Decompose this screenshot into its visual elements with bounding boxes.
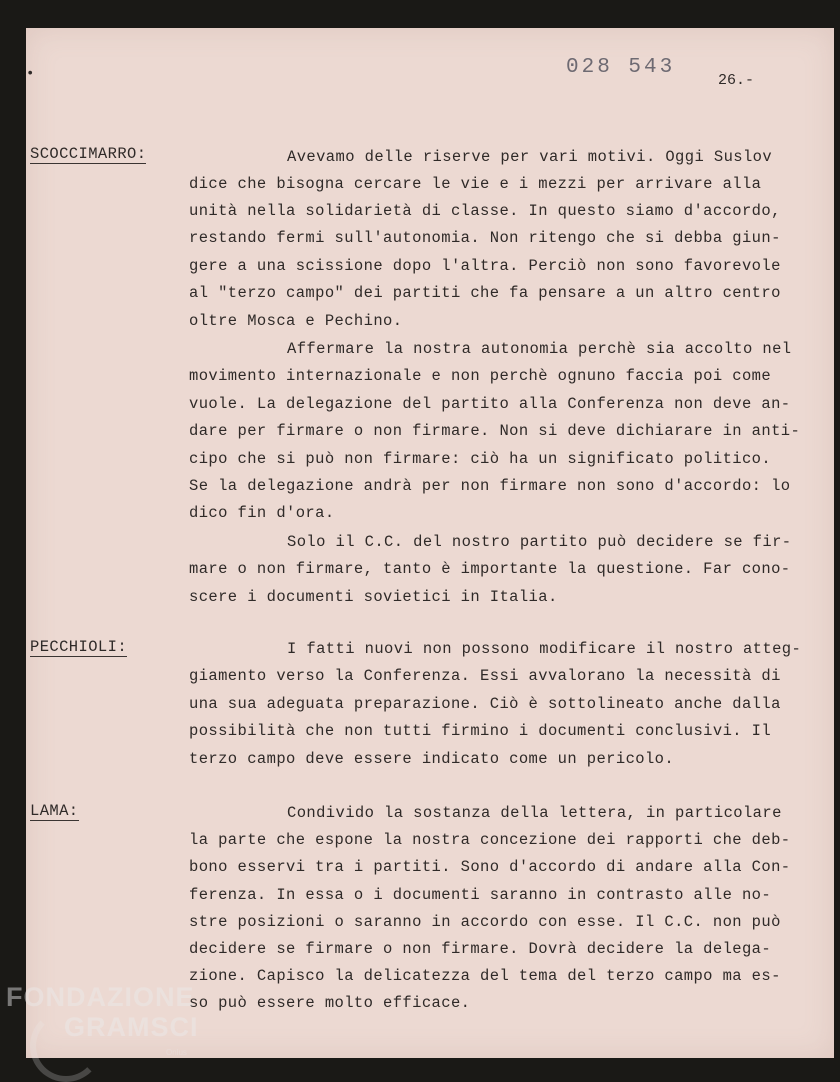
text-line: mare o non firmare, tanto è importante la questione. Far cono- (189, 560, 791, 578)
text-line: dico fin d'ora. (189, 504, 335, 522)
margin-dot: • (26, 66, 35, 82)
text-line: ferenza. In essa o i documenti saranno in contrasto alle no- (189, 886, 772, 904)
watermark-line1: FONDAZIONE (6, 982, 195, 1012)
text-line: bono esservi tra i partiti. Sono d'accordo di andare alla Con- (189, 858, 791, 876)
text-line: Affermare la nostra autonomia perchè sia accolto nel (287, 340, 792, 358)
text-line: so può essere molto efficace. (189, 994, 471, 1012)
text-line: stre posizioni o saranno in accordo con esse. Il C.C. non può (189, 913, 781, 931)
text-line: decidere se firmare o non firmare. Dovrà decidere la delega- (189, 940, 772, 958)
speaker-label-scoccimarro: SCOCCIMARRO: (30, 145, 147, 163)
text-line: dice che bisogna cercare le vie e i mezzi per arrivare alla (189, 175, 762, 193)
text-line: gere a una scissione dopo l'altra. Perciò non sono favorevole (189, 257, 781, 275)
text-line: restando fermi sull'autonomia. Non ritengo che si debba giun- (189, 229, 781, 247)
text-line: Condivido la sostanza della lettera, in particolare (287, 804, 782, 822)
text-line: una sua adeguata preparazione. Ciò è sottolineato anche dalla (189, 695, 781, 713)
text-line: unità nella solidarietà di classe. In questo siamo d'accordo, (189, 202, 781, 220)
text-line: al "terzo campo" dei partiti che fa pensare a un altro centro (189, 284, 781, 302)
watermark (6, 982, 199, 1042)
text-line: Se la delegazione andrà per non firmare non sono d'accordo: lo (189, 477, 791, 495)
speaker-label-pecchioli: PECCHIOLI: (30, 638, 128, 656)
text-line: giamento verso la Conferenza. Essi avvalorano la necessità di (189, 667, 781, 685)
text-line: zione. Capisco la delicatezza del tema del terzo campo ma es- (189, 967, 781, 985)
page-number: 26.- (718, 72, 755, 89)
text-line: movimento internazionale e non perchè ognuno faccia poi come (189, 367, 772, 385)
watermark-line2: GRAMSCI (64, 1012, 199, 1042)
watermark-sub: Onlus (166, 1048, 187, 1057)
text-line: Solo il C.C. del nostro partito può decidere se fir- (287, 533, 792, 551)
text-line: I fatti nuovi non possono modificare il nostro atteg- (287, 640, 802, 658)
text-line: Avevamo delle riserve per vari motivi. Oggi Suslov (287, 148, 773, 166)
text-line: dare per firmare o non firmare. Non si deve dichiarare in anti- (189, 422, 801, 440)
text-line: cipo che si può non firmare: ciò ha un significato politico. (189, 450, 772, 468)
text-line: oltre Mosca e Pechino. (189, 312, 403, 330)
archive-serial-number: 028 543 (566, 56, 676, 79)
text-line: la parte che espone la nostra concezione dei rapporti che deb- (189, 831, 791, 849)
text-line: possibilità che non tutti firmino i documenti conclusivi. Il (189, 722, 772, 740)
speaker-label-lama: LAMA: (30, 802, 79, 820)
text-line: scere i documenti sovietici in Italia. (189, 588, 558, 606)
text-line: terzo campo deve essere indicato come un pericolo. (189, 750, 675, 768)
text-line: vuole. La delegazione del partito alla Conferenza non deve an- (189, 395, 791, 413)
